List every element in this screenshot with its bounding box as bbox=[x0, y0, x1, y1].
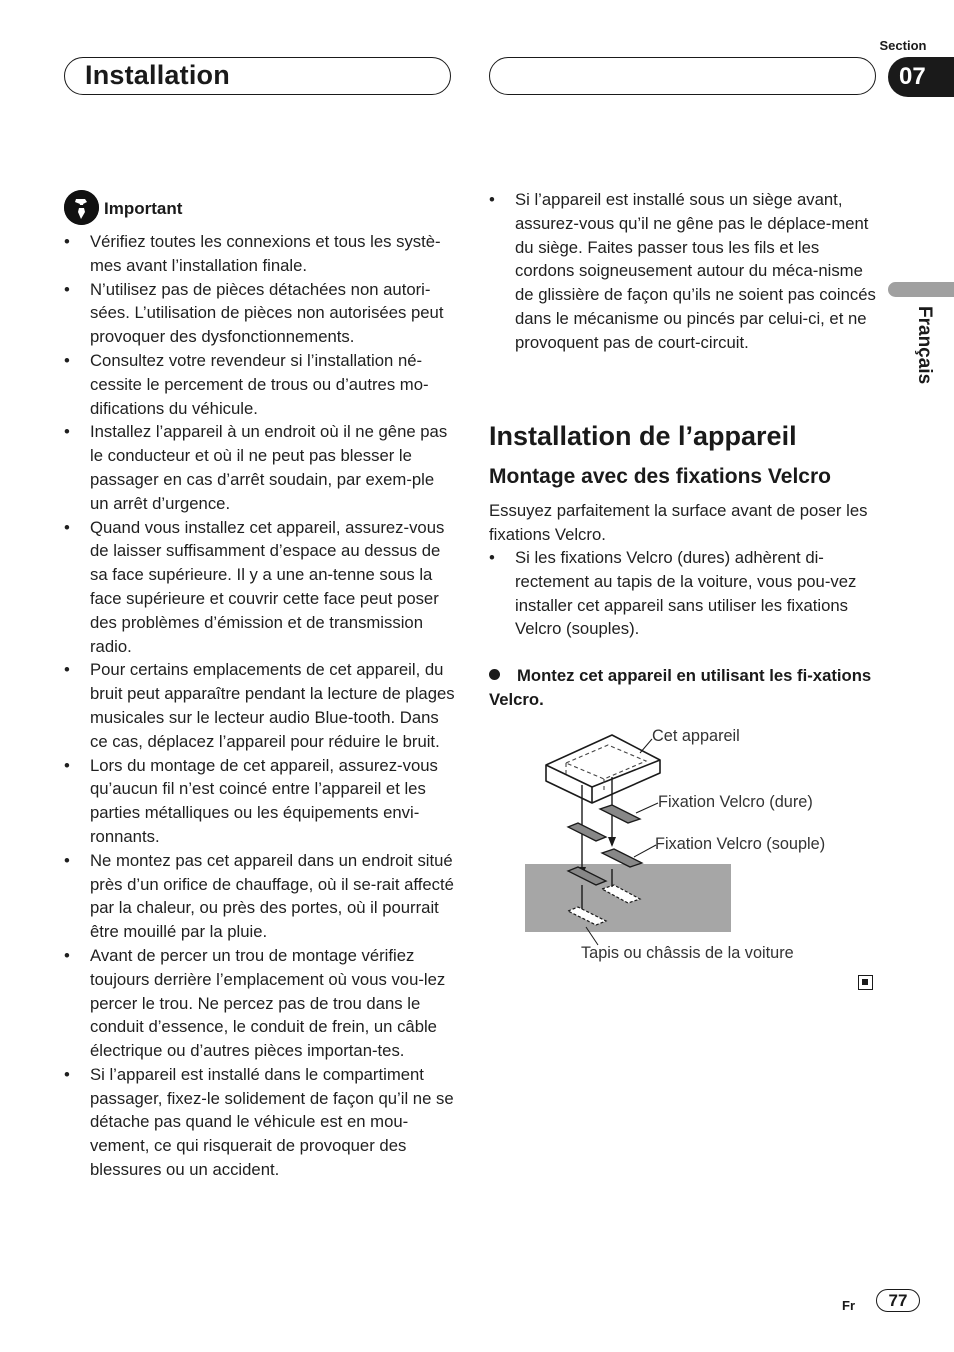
list-item: • Lors du montage de cet appareil, assurez-vous qu’aucun fil n’est coincé entre l’appareil et les parties métalliques ou les équipements envi-ronnants. bbox=[64, 754, 456, 849]
step-instruction bbox=[489, 664, 874, 712]
callout-floor: Tapis ou châssis de la voiture bbox=[581, 944, 794, 962]
important-label: Important bbox=[104, 199, 183, 218]
step-text: Montez cet appareil en utilisant les fi-xations Velcro. bbox=[489, 666, 872, 709]
language-tab bbox=[888, 282, 954, 297]
velcro-mounting-diagram bbox=[520, 725, 880, 975]
important-icon bbox=[64, 190, 99, 225]
callout-velcro-soft: Fixation Velcro (souple) bbox=[655, 835, 826, 853]
intro-paragraph: Essuyez parfaitement la surface avant de poser les fixations Velcro. bbox=[489, 501, 868, 544]
list-item: • Ne montez pas cet appareil dans un endroit situé près d’un orifice de chauffage, où il se-rait affecté par la chaleur, ou près des portes, où il pourrait être mouillé par la pluie. bbox=[64, 849, 456, 944]
list-item: • Installez l’appareil à un endroit où il ne gêne pas le conducteur et où il ne peut pas blesser le passager en cas d’arrêt soudain, par exem-ple un arrêt d’urgence. bbox=[64, 420, 456, 515]
list-item: • N’utilisez pas de pièces détachées non autori-sées. L’utilisation de pièces non autorisées peut provoquer des dysfonctionnements. bbox=[64, 278, 456, 349]
step-bullet-icon bbox=[489, 669, 500, 680]
list-item: • Vérifiez toutes les connexions et tous les systè-mes avant l’installation finale. bbox=[64, 230, 456, 278]
subsection-heading: Montage avec des fixations Velcro bbox=[489, 465, 831, 488]
list-item: • Si l’appareil est installé dans le compartiment passager, fixez-le solidement de façon qu’il ne se détache pas quand le véhicule est en mou-vement, ce qui risquerait de provoquer des blessures ou un accident. bbox=[64, 1063, 456, 1182]
header-title-pill bbox=[64, 57, 451, 95]
unit-drawing bbox=[546, 735, 660, 803]
velcro-note-list bbox=[489, 546, 874, 641]
page-title: Installation bbox=[85, 60, 230, 90]
end-of-section-icon bbox=[858, 975, 873, 990]
list-item: • Pour certains emplacements de cet appareil, du bruit peut apparaître pendant la lecture de plages musicales sur le lecteur audio Blue-tooth. Dans ce cas, déplacez l’appareil pour réduire le bruit. bbox=[64, 658, 456, 753]
list-item: • Consultez votre revendeur si l’installation né-cessite le percement de trous ou d’autres mo-difications du véhicule. bbox=[64, 349, 456, 420]
section-label: Section bbox=[879, 38, 927, 53]
page-number: 77 bbox=[876, 1289, 920, 1312]
callout-unit: Cet appareil bbox=[652, 727, 740, 745]
list-item: • Si l’appareil est installé sous un siège avant, assurez-vous qu’il ne gêne pas le déplace-ment du siège. Faites passer tous les fils et les cordons soigneusement autour du méca-nisme de glissière de façon qu’ils ne soient pas coincés dans le mécanisme ou pincés par celui-ci, et ne provoquent pas de court-circuit. bbox=[489, 188, 881, 355]
callout-velcro-hard: Fixation Velcro (dure) bbox=[658, 793, 813, 811]
list-item: • Si les fixations Velcro (dures) adhèrent di-rectement au tapis de la voiture, vous pou-vez installer cet appareil sans utiliser les fixations Velcro (souples). bbox=[489, 546, 874, 641]
header-empty-pill bbox=[489, 57, 876, 95]
important-list-right bbox=[489, 188, 881, 355]
list-item: • Avant de percer un trou de montage vérifiez toujours derrière l’emplacement où vous vou-lez percer le trou. Ne percez pas de trou dans le conduit d’essence, le conduit de frein, un câble électrique ou d’autres pièces importan-tes. bbox=[64, 944, 456, 1063]
language-label-container bbox=[912, 306, 936, 416]
important-list-left bbox=[64, 230, 456, 1182]
language-label: Français bbox=[914, 306, 935, 385]
section-heading: Installation de l’appareil bbox=[489, 421, 797, 451]
list-item: • Quand vous installez cet appareil, assurez-vous de laisser suffisamment d’espace au dessus de sa face supérieure. Il y a une an-tenne sous la face supérieure et couvrir cette face peut poser des problèmes d’émission et de transmission radio. bbox=[64, 516, 456, 659]
section-number-badge: 07 bbox=[888, 57, 954, 97]
footer-language: Fr bbox=[842, 1298, 855, 1313]
